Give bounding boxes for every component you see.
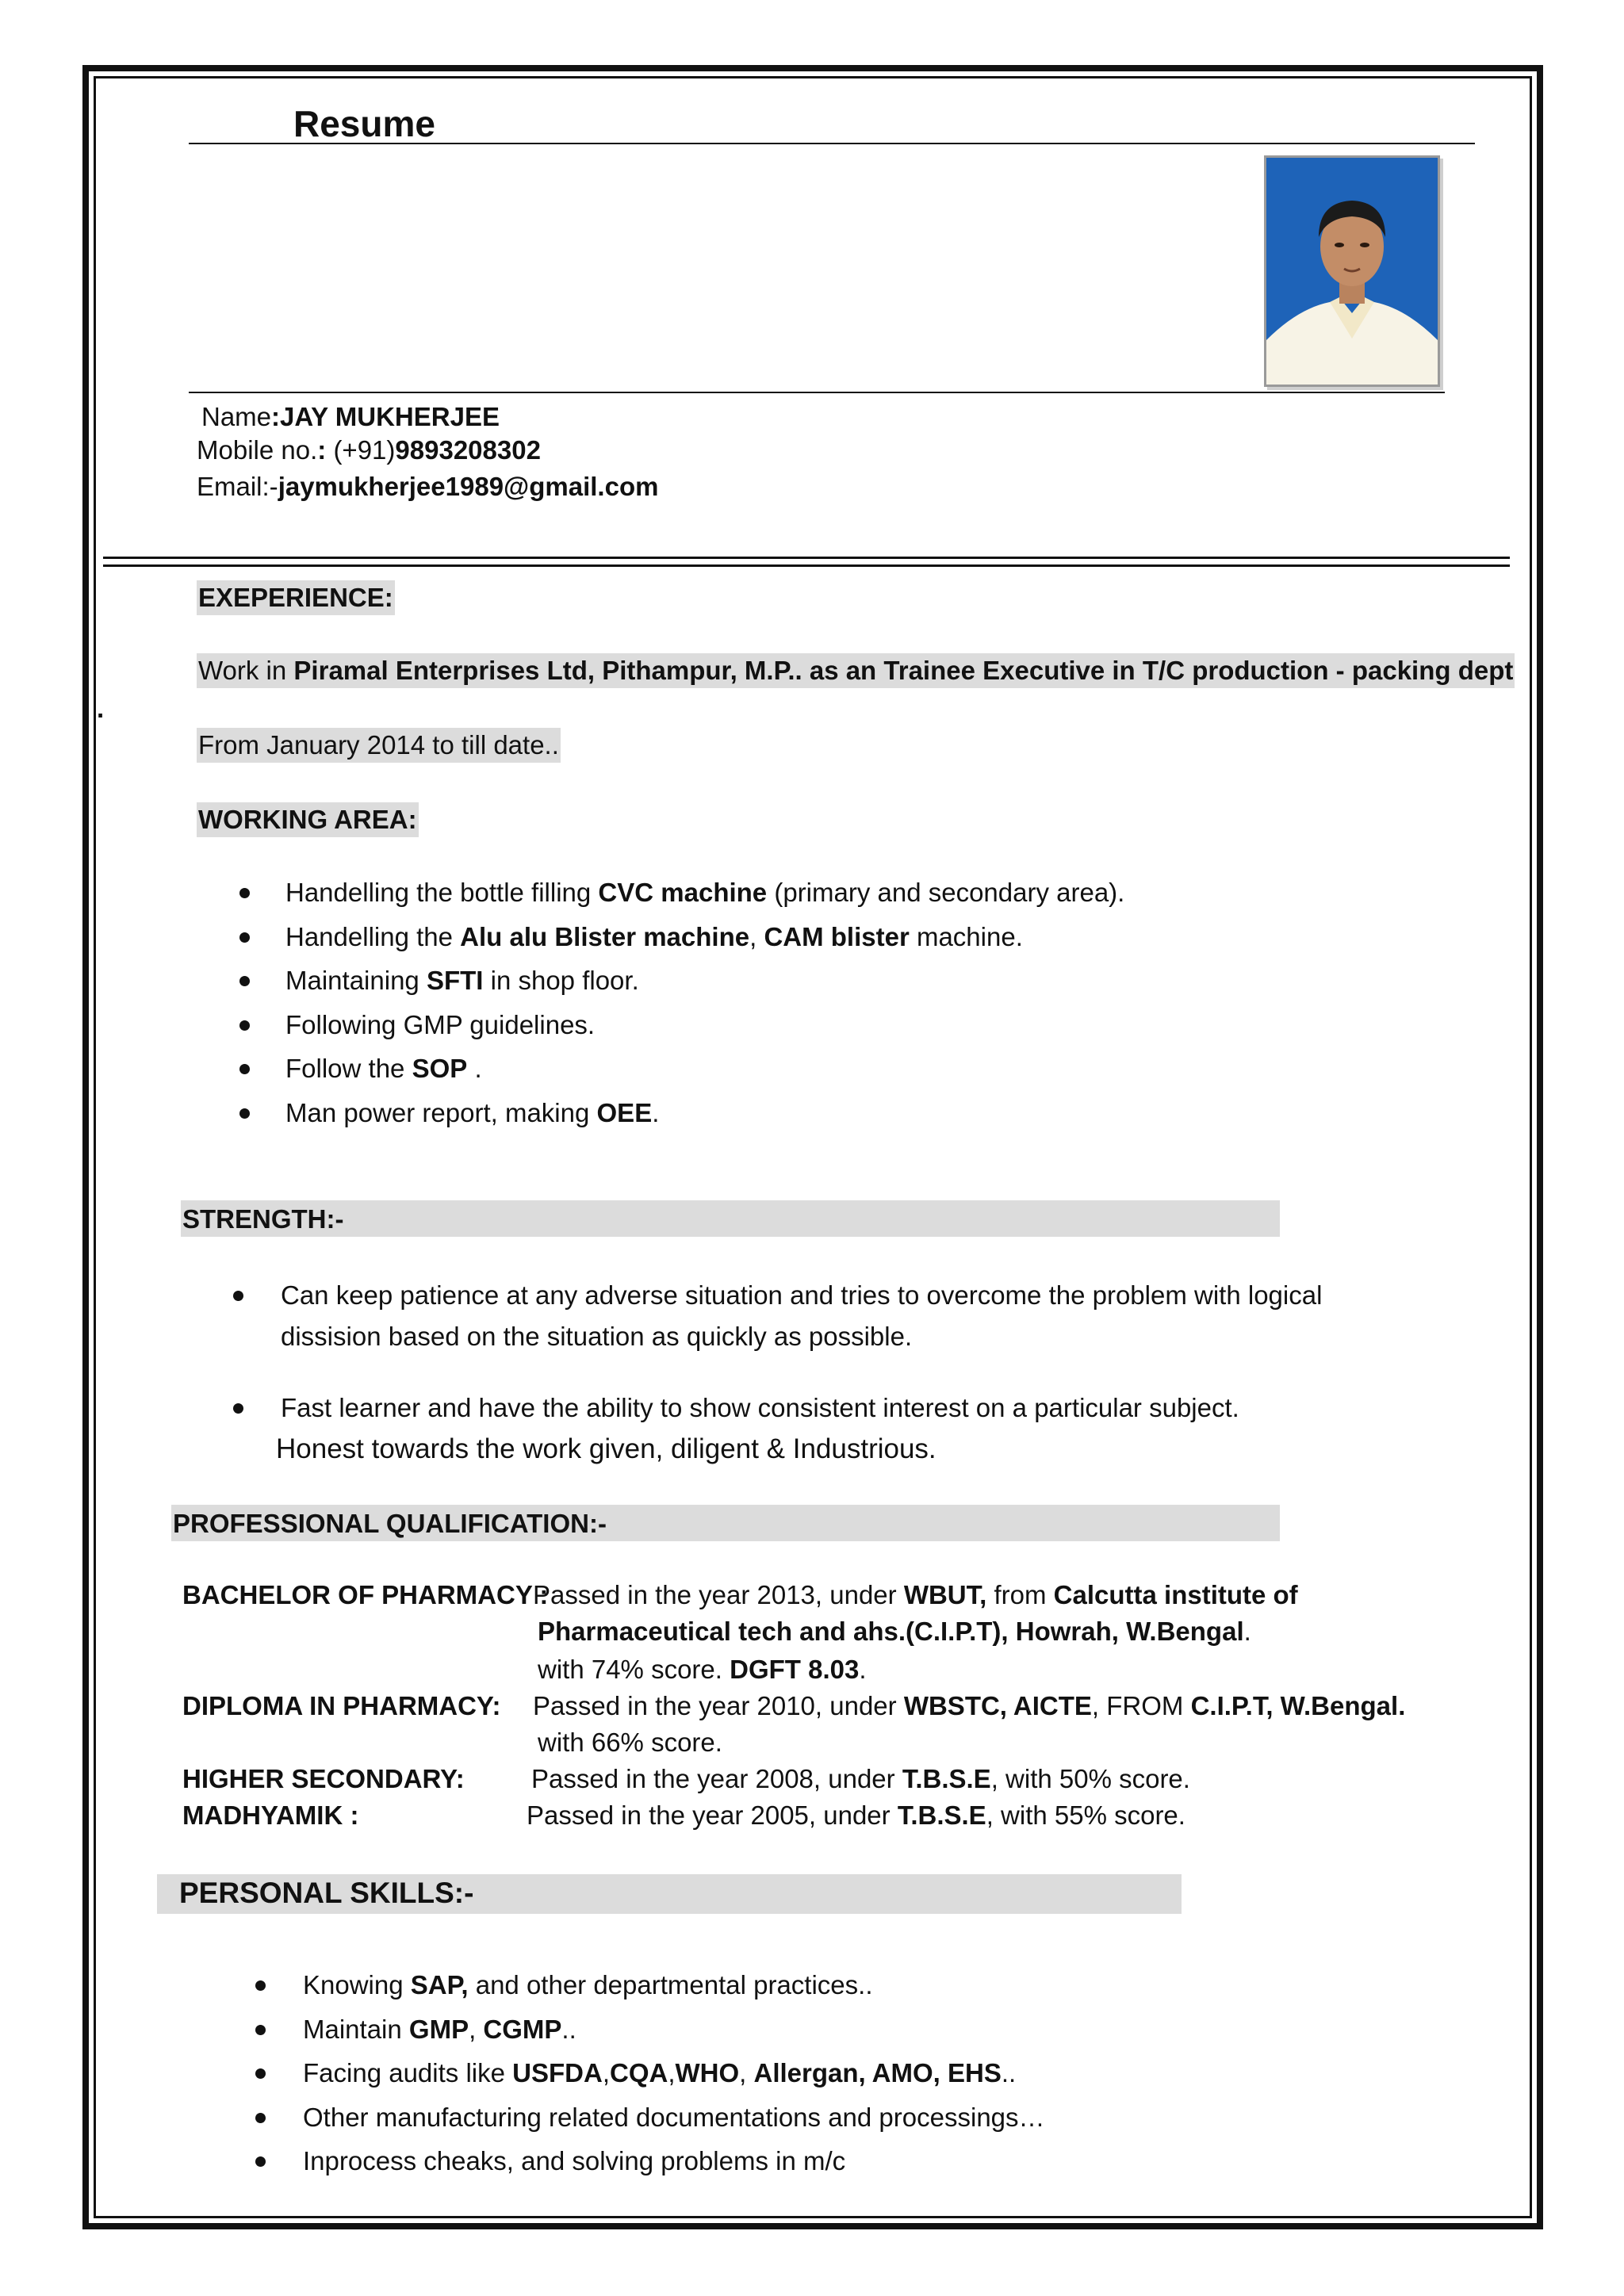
personal-skill-item [303, 2144, 845, 2179]
personal-skill-item [303, 2100, 1045, 2135]
personal-skill-item-run: , [739, 2058, 754, 2087]
working-area-item-run: SFTI [426, 966, 484, 995]
strength-item-2-line-1: Fast learner and have the ability to show consistent interest on a particular subject. [281, 1393, 1239, 1422]
working-area-item [285, 1096, 659, 1131]
bpharm-line-3-run: . [859, 1655, 867, 1684]
personal-skill-bullet [255, 2156, 266, 2167]
personal-skill-item-run: , [602, 2058, 610, 2087]
bpharm-line-3 [538, 1652, 867, 1687]
working-area-item-run: CAM blister [764, 921, 910, 951]
personal-skill-item [303, 2056, 1016, 2091]
diploma-line-2-run: with 66% score. [538, 1728, 722, 1757]
working-area-item [285, 875, 1124, 910]
working-area-item [285, 1051, 482, 1086]
personal-skill-item-run: and other departmental practices.. [468, 1970, 873, 1999]
name-sep: : [271, 402, 281, 431]
personal-skill-item-run: Inprocess cheaks, and solving problems in m/c [303, 2146, 846, 2175]
working-area-item-run: Man power report, making [285, 1097, 597, 1127]
header-divider [189, 392, 1445, 393]
profile-photo [1264, 155, 1440, 387]
personal-skill-bullet [255, 2113, 266, 2123]
working-area-item-run: (primary and secondary area). [767, 878, 1125, 907]
work-prefix: Work in [198, 656, 294, 685]
madhyamik-line-1-run: , with 55% score. [986, 1800, 1185, 1830]
working-area-item-run: . [652, 1097, 660, 1127]
diploma-line-1-run: C.I.P.T, W.Bengal. [1190, 1691, 1406, 1720]
hs-line-1 [531, 1762, 1190, 1797]
email-label: Email:- [197, 472, 278, 501]
contact-mobile [197, 433, 541, 468]
diploma-line-1-run: , FROM [1091, 1691, 1191, 1720]
experience-work-line [197, 653, 1515, 688]
personal-skill-item-run: CGMP [483, 2014, 562, 2044]
strength-item-1-line-1: Can keep patience at any adverse situation and tries to overcome the problem with logical [281, 1280, 1323, 1310]
working-area-item-run: , [749, 921, 764, 951]
mobile-label: Mobile no. [197, 435, 318, 465]
personal-skill-item-run: USFDA [512, 2058, 603, 2087]
hs-line-1-run: , with 50% score. [990, 1764, 1190, 1793]
experience-from: From January 2014 to till date.. [197, 728, 561, 763]
working-area-item-run: Follow the [285, 1054, 412, 1083]
resume-title: Resume [293, 103, 435, 144]
madhyamik-label: MADHYAMIK : [182, 1800, 359, 1830]
personal-skill-item-run: , [668, 2058, 676, 2087]
section-divider-top [103, 557, 1510, 559]
strength-item-1-line-2: dissision based on the situation as quickly as possible. [281, 1322, 913, 1351]
working-area-bullet [239, 932, 250, 943]
personal-skill-item-run: , [469, 2014, 484, 2044]
personal-skill-bullet [255, 2025, 266, 2035]
qualification-heading: PROFESSIONAL QUALIFICATION:- [173, 1509, 607, 1538]
working-area-bullet [239, 888, 250, 898]
working-area-item [285, 963, 639, 998]
working-area-bullet [239, 976, 250, 986]
bpharm-line-2 [538, 1614, 1251, 1649]
bpharm-line-2-run: . [1243, 1617, 1251, 1646]
personal-skill-item [303, 1968, 873, 2003]
profile-photo-image [1266, 158, 1438, 385]
diploma-label: DIPLOMA IN PHARMACY: [182, 1691, 501, 1720]
contact-email [197, 469, 658, 504]
strength-heading: STRENGTH:- [182, 1204, 344, 1234]
title-underline [189, 143, 1475, 144]
diploma-line-1-run: Passed in the year 2010, under [533, 1691, 904, 1720]
bpharm-line-3-run: DGFT 8.03 [730, 1655, 860, 1684]
working-area-item-run: machine. [909, 921, 1023, 951]
hs-line-1-run: Passed in the year 2008, under [531, 1764, 902, 1793]
personal-skill-item-run: GMP [408, 2014, 469, 2044]
stray-dot: . [97, 694, 105, 723]
strength-bullet-2 [233, 1403, 243, 1414]
working-area-item-run: CVC machine [598, 878, 768, 907]
personal-skill-item-run: Allergan, AMO, EHS [753, 2058, 1002, 2087]
hs-line-1-run: T.B.S.E [902, 1764, 991, 1793]
bpharm-line-1 [533, 1578, 1298, 1613]
personal-skill-item-run: Knowing [303, 1970, 411, 1999]
working-area-item-run: Handelling the [285, 921, 461, 951]
personal-skill-bullet [255, 2068, 266, 2079]
experience-heading: EXEPERIENCE: [197, 580, 395, 615]
contact-name [201, 400, 500, 434]
working-area-bullet [239, 1020, 250, 1031]
name-value: JAY MUKHERJEE [280, 402, 500, 431]
working-area-item-run: Following GMP guidelines. [285, 1009, 596, 1039]
diploma-line-1-run: WBSTC, AICTE [903, 1691, 1092, 1720]
personal-skill-item-run: Maintain [303, 2014, 409, 2044]
working-area-bullet [239, 1108, 250, 1119]
personal-skill-item-run: Other manufacturing related documentations and processings… [303, 2102, 1045, 2132]
working-area-item-run: Alu alu Blister machine [460, 921, 750, 951]
bpharm-line-1-run: Passed in the year 2013, under [533, 1580, 904, 1609]
working-area-item-run: SOP [412, 1054, 468, 1083]
personal-skill-item-run: WHO [675, 2058, 740, 2087]
hs-label: HIGHER SECONDARY: [182, 1764, 465, 1793]
working-area-item-run: OEE [596, 1097, 653, 1127]
diploma-line-2 [538, 1725, 722, 1760]
email-value: jaymukherjee1989@gmail.com [278, 472, 659, 501]
mobile-sep: : [317, 435, 327, 465]
section-divider-bottom [103, 564, 1510, 567]
diploma-line-1 [533, 1689, 1405, 1724]
mobile-value: 9893208302 [395, 435, 541, 465]
madhyamik-line-1-run: T.B.S.E [897, 1800, 986, 1830]
name-label: Name [201, 402, 272, 431]
bpharm-line-1-run: WBUT, [903, 1580, 987, 1609]
working-area-bullet [239, 1064, 250, 1074]
personal-skill-item-run: SAP, [410, 1970, 469, 1999]
personal-skill-item-run: CQA [609, 2058, 668, 2087]
bpharm-line-2-run: Pharmaceutical tech and ahs.(C.I.P.T), Howrah, W.Bengal [538, 1617, 1244, 1646]
work-company: Piramal Enterprises Ltd, Pithampur, M.P.. as an Trainee Executive in T/C production - packing dept [293, 656, 1514, 685]
madhyamik-line-1 [527, 1798, 1185, 1833]
mobile-prefix: (+91) [333, 435, 396, 465]
strength-item-2-line-2: Honest towards the work given, diligent & Industrious. [276, 1433, 936, 1464]
working-area-item-run: Handelling the bottle filling [285, 878, 599, 907]
personal-skill-item-run: .. [1001, 2058, 1017, 2087]
strength-heading-bar [181, 1200, 1280, 1237]
bpharm-label: BACHELOR OF PHARMACY : [182, 1580, 549, 1609]
personal-skills-heading: PERSONAL SKILLS:- [179, 1877, 474, 1909]
strength-bullet-1 [233, 1291, 243, 1301]
personal-skill-item [303, 2012, 576, 2047]
bpharm-line-3-run: with 74% score. [538, 1655, 730, 1684]
working-area-item-run: Maintaining [285, 966, 427, 995]
bpharm-line-1-run: Calcutta institute of [1053, 1580, 1298, 1609]
bpharm-line-1-run: from [986, 1580, 1054, 1609]
personal-skill-item-run: Facing audits like [303, 2058, 513, 2087]
working-area-item [285, 1008, 595, 1043]
working-area-item-run: in shop floor. [483, 966, 639, 995]
working-area-item-run: . [467, 1054, 482, 1083]
working-area-heading: WORKING AREA: [197, 802, 419, 837]
personal-skill-item-run: .. [561, 2014, 576, 2044]
personal-skill-bullet [255, 1980, 266, 1991]
working-area-item [285, 920, 1023, 955]
madhyamik-line-1-run: Passed in the year 2005, under [527, 1800, 898, 1830]
